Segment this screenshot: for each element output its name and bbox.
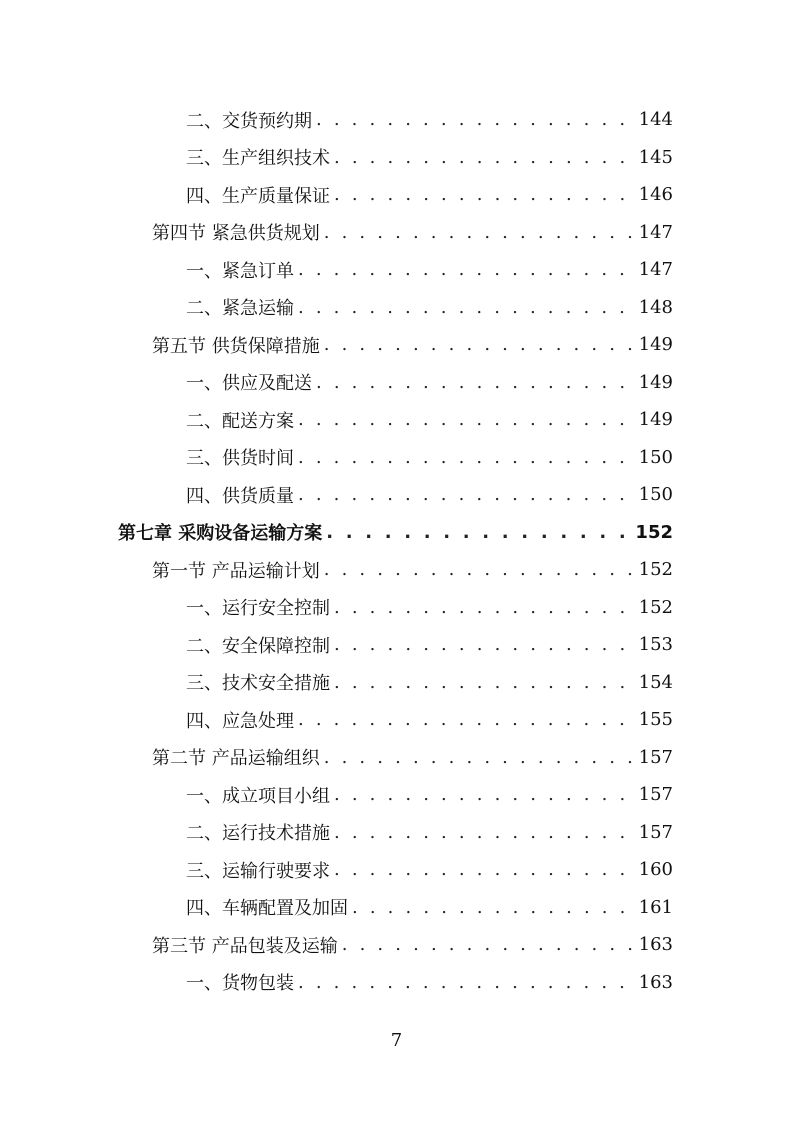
toc-dot-leader (326, 522, 629, 543)
toc-entry[interactable] (0, 551, 793, 589)
toc-entry[interactable] (0, 589, 793, 627)
toc-entry-page-number: 149 (638, 371, 673, 393)
toc-dot-leader (334, 859, 633, 880)
table-of-contents (0, 101, 793, 1001)
toc-dot-leader (334, 784, 633, 805)
toc-entry-page-number: 163 (638, 971, 673, 993)
toc-entry-title: 三、供货时间 (186, 448, 294, 470)
toc-entry-page-number: 157 (638, 746, 673, 768)
toc-entry-page-number: 144 (638, 109, 673, 131)
toc-entry-title: 一、紧急订单 (186, 260, 294, 282)
toc-entry-page-number: 154 (638, 671, 673, 693)
toc-dot-leader (334, 634, 633, 655)
toc-entry-page-number: 160 (638, 859, 673, 881)
toc-entry-title: 第三节 产品包装及运输 (152, 935, 338, 957)
toc-entry-page-number: 148 (638, 296, 673, 318)
toc-entry-page-number: 150 (638, 484, 673, 506)
toc-entry[interactable] (0, 739, 793, 777)
toc-entry[interactable] (0, 139, 793, 177)
toc-entry[interactable] (0, 401, 793, 439)
toc-dot-leader (298, 484, 633, 505)
page-number: 7 (390, 1030, 403, 1051)
toc-entry-page-number: 157 (638, 821, 673, 843)
toc-entry-page-number: 152 (638, 596, 673, 618)
toc-dot-leader (316, 372, 633, 393)
toc-entry-page-number: 147 (638, 259, 673, 281)
toc-entry-page-number: 150 (638, 446, 673, 468)
toc-dot-leader (298, 297, 633, 318)
toc-entry[interactable] (0, 926, 793, 964)
toc-entry-title: 一、成立项目小组 (186, 785, 330, 807)
toc-dot-leader (298, 447, 633, 468)
toc-entry-title: 三、生产组织技术 (186, 148, 330, 170)
toc-entry-title: 第一节 产品运输计划 (152, 560, 320, 582)
toc-dot-leader (334, 672, 633, 693)
toc-entry[interactable] (0, 364, 793, 402)
toc-entry[interactable] (0, 476, 793, 514)
toc-entry-page-number: 153 (638, 634, 673, 656)
toc-entry[interactable] (0, 964, 793, 1002)
toc-entry-page-number: 163 (638, 934, 673, 956)
toc-entry-page-number: 155 (638, 709, 673, 731)
toc-entry-title: 二、交货预约期 (186, 110, 312, 132)
toc-entry[interactable] (0, 889, 793, 927)
toc-entry[interactable] (0, 851, 793, 889)
toc-dot-leader (324, 559, 633, 580)
toc-entry-title: 一、运行安全控制 (186, 598, 330, 620)
toc-entry[interactable] (0, 214, 793, 252)
toc-entry-title: 一、供应及配送 (186, 373, 312, 395)
toc-entry[interactable] (0, 251, 793, 289)
toc-entry-title: 二、安全保障控制 (186, 635, 330, 657)
toc-entry[interactable] (0, 439, 793, 477)
toc-entry-page-number: 145 (638, 146, 673, 168)
toc-dot-leader (324, 334, 633, 355)
toc-entry[interactable] (0, 514, 793, 552)
toc-entry-title: 四、供货质量 (186, 485, 294, 507)
toc-entry[interactable] (0, 626, 793, 664)
toc-entry-page-number: 146 (638, 184, 673, 206)
toc-dot-leader (334, 184, 633, 205)
toc-entry-title: 四、生产质量保证 (186, 185, 330, 207)
toc-entry-title: 二、运行技术措施 (186, 823, 330, 845)
toc-entry[interactable] (0, 101, 793, 139)
toc-dot-leader (324, 747, 633, 768)
toc-entry[interactable] (0, 701, 793, 739)
toc-dot-leader (298, 409, 633, 430)
toc-entry-page-number: 149 (638, 334, 673, 356)
toc-entry-page-number: 152 (638, 559, 673, 581)
toc-entry-title: 二、配送方案 (186, 410, 294, 432)
toc-entry-page-number: 152 (635, 521, 673, 543)
toc-entry-title: 第七章 采购设备运输方案 (118, 523, 323, 545)
toc-entry-title: 三、技术安全措施 (186, 673, 330, 695)
toc-dot-leader (334, 147, 633, 168)
toc-entry-title: 第五节 供货保障措施 (152, 335, 320, 357)
toc-entry-title: 一、货物包装 (186, 973, 294, 995)
toc-entry[interactable] (0, 814, 793, 852)
toc-entry-title: 第二节 产品运输组织 (152, 748, 320, 770)
toc-entry-title: 二、紧急运输 (186, 298, 294, 320)
toc-entry-page-number: 157 (638, 784, 673, 806)
toc-entry-title: 四、应急处理 (186, 710, 294, 732)
toc-dot-leader (334, 597, 633, 618)
toc-entry[interactable] (0, 776, 793, 814)
toc-dot-leader (298, 972, 633, 993)
toc-dot-leader (298, 259, 633, 280)
toc-entry[interactable] (0, 664, 793, 702)
toc-entry[interactable] (0, 176, 793, 214)
toc-dot-leader (298, 709, 633, 730)
toc-dot-leader (316, 109, 633, 130)
toc-entry-title: 第四节 紧急供货规划 (152, 223, 320, 245)
toc-entry[interactable] (0, 289, 793, 327)
toc-dot-leader (342, 934, 633, 955)
toc-entry-title: 三、运输行驶要求 (186, 860, 330, 882)
toc-entry-page-number: 161 (638, 896, 673, 918)
toc-entry-page-number: 147 (638, 221, 673, 243)
toc-entry[interactable] (0, 326, 793, 364)
toc-dot-leader (324, 222, 633, 243)
toc-dot-leader (334, 822, 633, 843)
toc-entry-page-number: 149 (638, 409, 673, 431)
toc-entry-title: 四、车辆配置及加固 (186, 898, 348, 920)
toc-dot-leader (352, 897, 633, 918)
